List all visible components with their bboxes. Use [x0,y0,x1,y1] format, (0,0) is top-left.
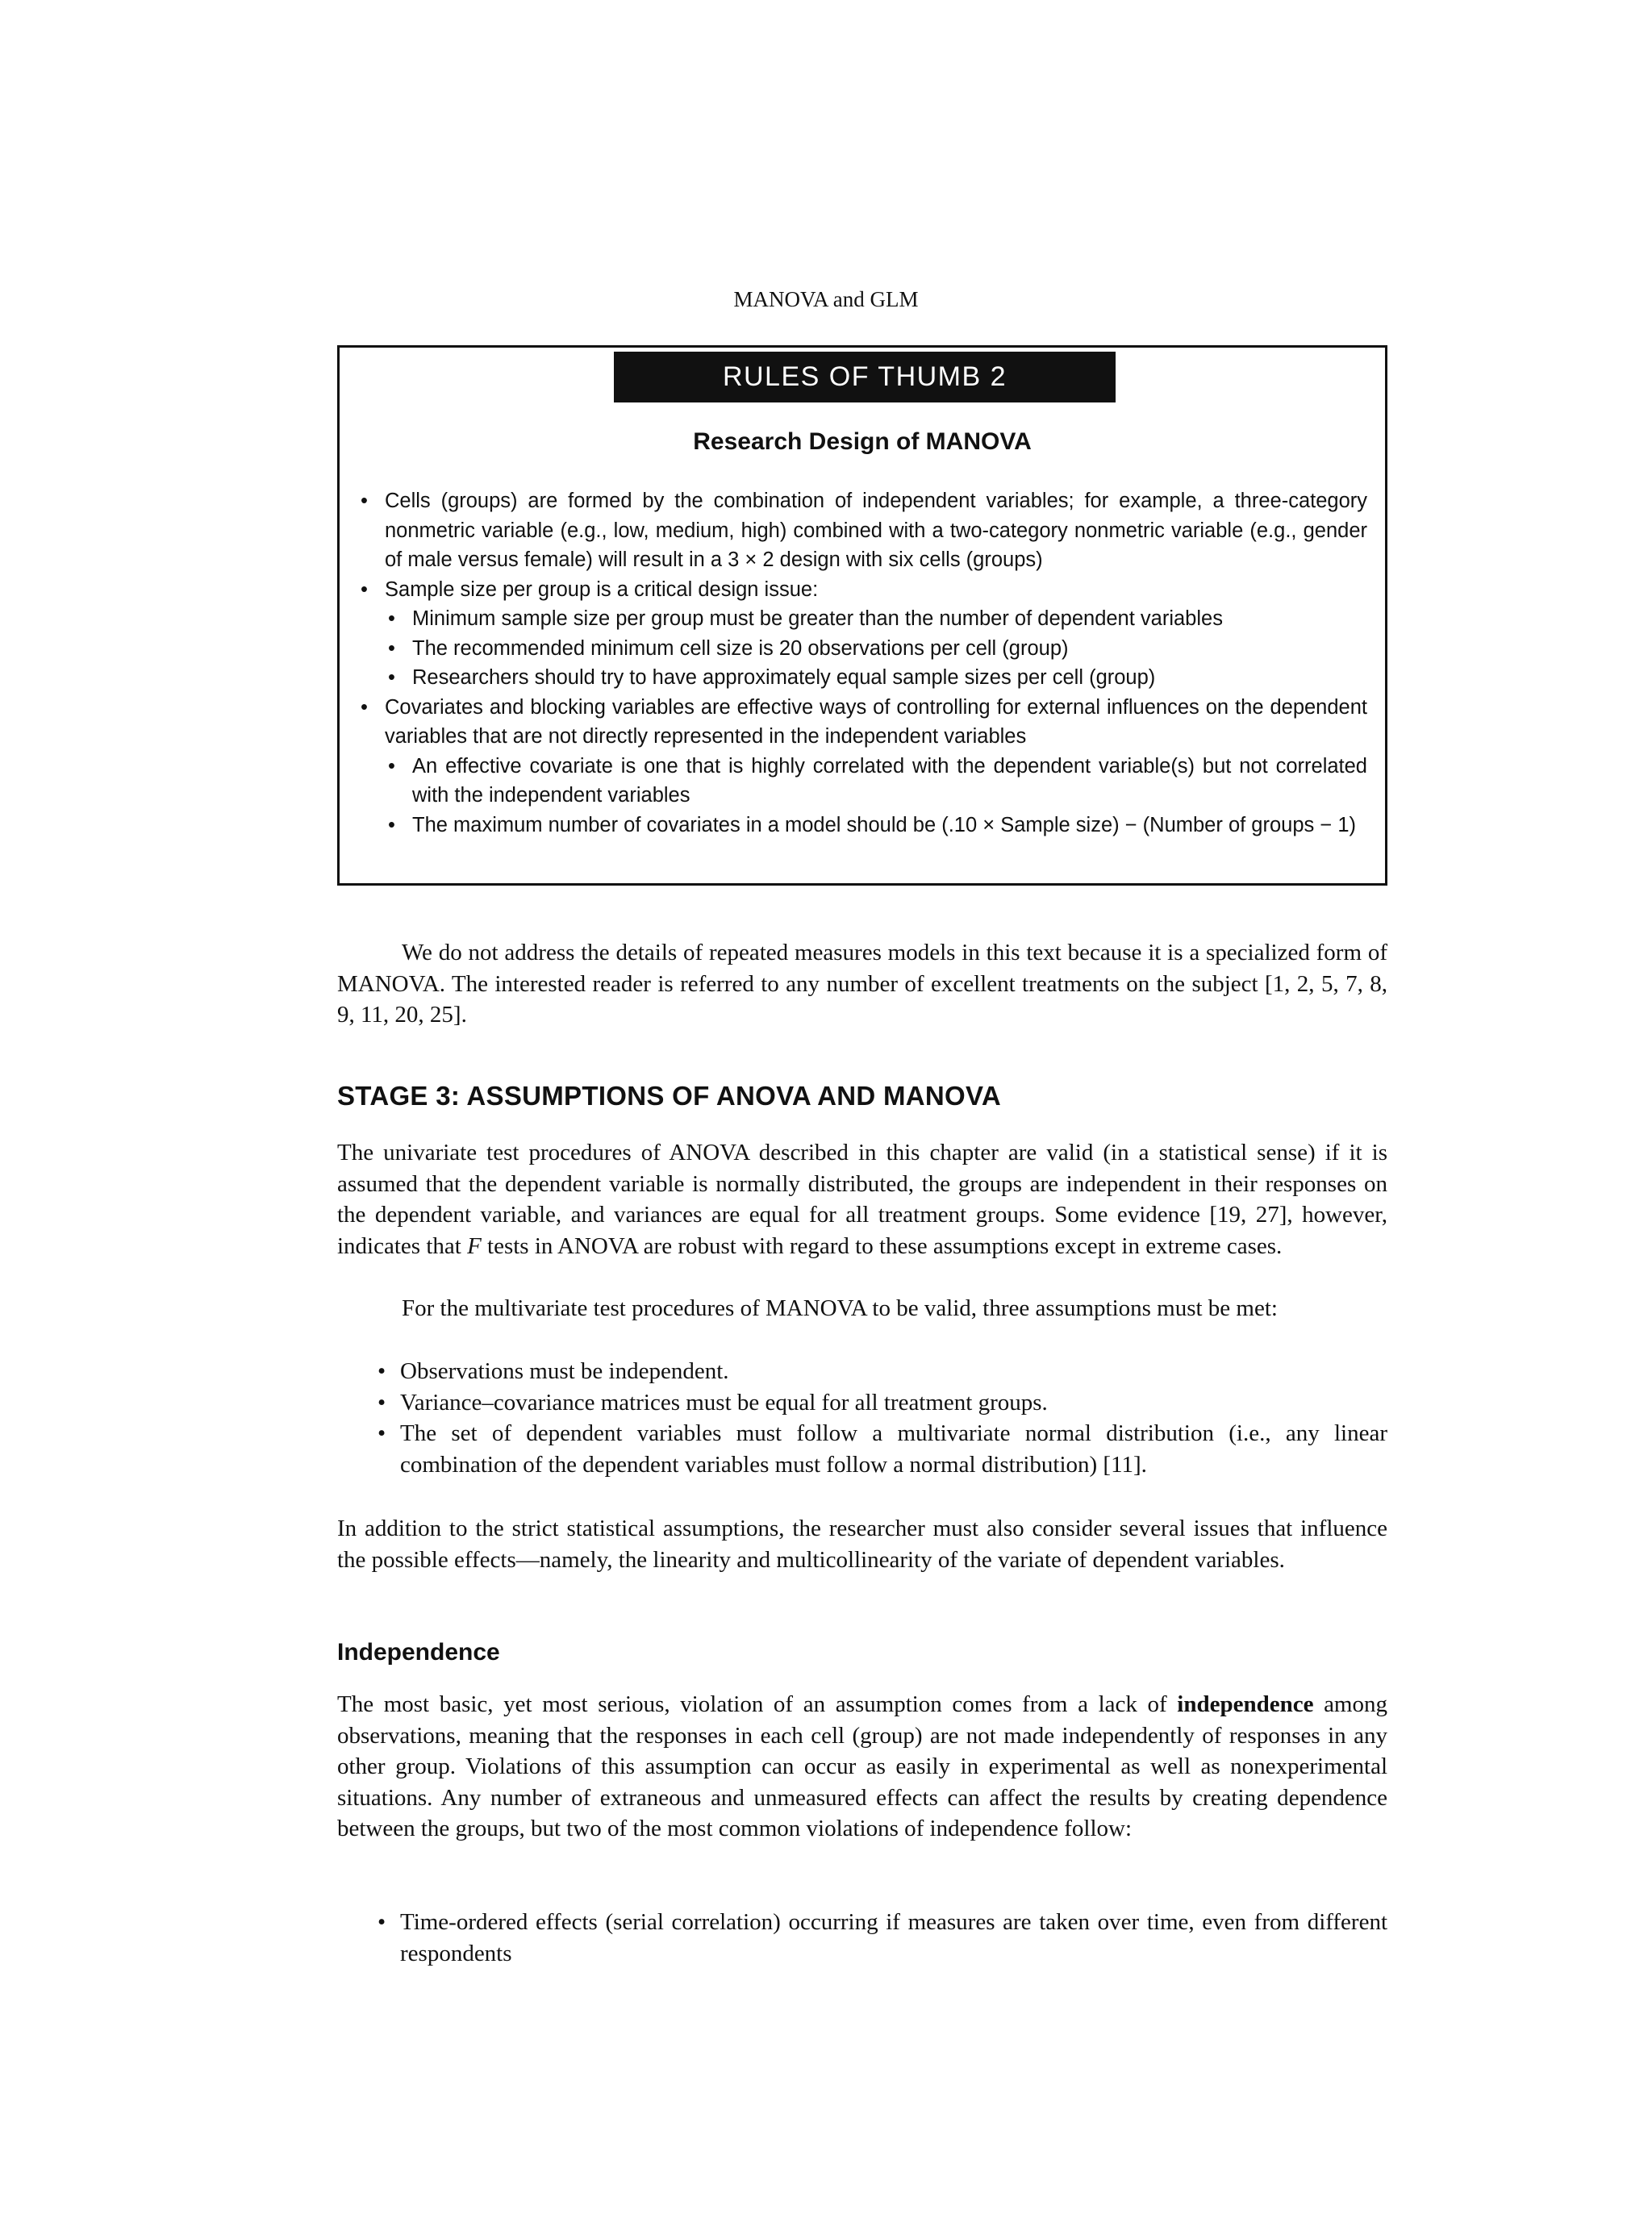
paragraph-addition: In addition to the strict statistical assumptions, the researcher must also consider several issues that influence the possible effects—namely, the linearity and multicollinearity of the variate of dependent variables. [337,1516,1387,1573]
paragraph-repeated-measures: We do not address the details of repeated measures models in this text because it is a specialized form of MANOVA. The interested reader is referred to any number of excellent treatments on the subject [1, 2, 5, 7, 8, 9, 11, 20, 25]. [337,940,1387,1028]
bullet-icon: • [361,578,368,601]
rules-item [357,575,1367,605]
rules-item [357,693,1367,752]
bullet-icon: • [388,607,395,630]
bullet-icon: • [378,1909,386,1935]
rules-item-text: The recommended minimum cell size is 20 observations per cell (group) [412,636,1069,660]
list-item-text: Time-ordered effects (serial correlation) occurring if measures are taken over time, even from different respondents [400,1909,1387,1966]
list-item-text: Variance–covariance matrices must be equal for all treatment groups. [400,1389,1048,1416]
rules-subitem [357,752,1367,811]
bullet-icon: • [378,1358,386,1384]
rules-of-thumb-box [337,345,1387,886]
subsection-heading-independence: Independence [337,1639,500,1666]
rules-item-text: The maximum number of covariates in a model should be (.10 × Sample size) − (Number of groups − 1) [412,813,1356,836]
rules-item-text: Cells (groups) are formed by the combination of independent variables; for example, a three-category nonmetric variable (e.g., low, medium, high) combined with a two-category nonmetric variable (e.g., gender of male versus female) will result in a 3 × 2 design with six cells (groups) [385,490,1367,571]
paragraph-text: The univariate test procedures of ANOVA described in this chapter are valid (in a statistical sense) if it is assumed that the dependent variable is normally distributed, the groups are independent in their responses on the dependent variable, and variances are equal for all treatment groups. Some evidence [19, 27], however, indicates that [337,1140,1387,1259]
paragraph-text: among observations, meaning that the responses in each cell (group) are not made independently of responses in any other group. Violations of this assumption can occur as easily in experimental as well as nonexperimental situations. Any number of extraneous and unmeasured effects can affect the results by creating dependence between the groups, but two of the most common violations of independence follow: [337,1691,1387,1841]
rules-item-text: An effective covariate is one that is highly correlated with the dependent variable(s) but not correlated with the independent variables [412,754,1367,807]
rules-subitem [357,604,1367,634]
list-item [378,1387,1387,1419]
list-item [378,1418,1387,1480]
bullet-icon: • [388,666,395,689]
rules-list [357,486,1367,840]
paragraph-multivariate: For the multivariate test procedures of MANOVA to be valid, three assumptions must be met: [402,1295,1278,1321]
violations-list [378,1907,1387,1969]
section-heading-stage3: STAGE 3: ASSUMPTIONS OF ANOVA AND MANOVA [337,1081,1001,1111]
list-item-text: The set of dependent variables must follow a multivariate normal distribution (i.e., any linear combination of the dependent variables must follow a normal distribution) [11]. [400,1420,1387,1478]
rules-subitem [357,663,1367,693]
paragraph-independence [337,1689,1387,1845]
assumptions-list [378,1356,1387,1480]
bullet-icon: • [388,636,395,660]
paragraph-text: The most basic, yet most serious, violation of an assumption comes from a lack of [337,1691,1178,1717]
bullet-icon: • [378,1420,386,1446]
running-head: MANOVA and GLM [733,287,919,311]
rules-item-text: Minimum sample size per group must be greater than the number of dependent variables [412,607,1223,630]
independence-term: independence [1177,1691,1314,1717]
bullet-icon: • [378,1389,386,1416]
rules-title: Research Design of MANOVA [693,428,1032,455]
paragraph-text: tests in ANOVA are robust with regard to these assumptions except in extreme cases. [481,1232,1283,1259]
bullet-icon: • [361,695,368,719]
list-item [378,1356,1387,1387]
bullet-icon: • [361,490,368,512]
rules-subitem [357,634,1367,664]
rules-item-text: Sample size per group is a critical design issue: [385,578,819,601]
bullet-icon: • [388,754,395,778]
rules-item [357,486,1367,575]
list-item-text: Observations must be independent. [400,1358,729,1384]
rules-item-text: Researchers should try to have approximately equal sample sizes per cell (group) [412,666,1156,689]
rules-item-text: Covariates and blocking variables are effective ways of controlling for external influences on the dependent variables that are not directly represented in the independent variables [385,695,1367,748]
rules-subitem [357,811,1367,840]
paragraph-univariate [337,1137,1387,1261]
list-item [378,1907,1387,1969]
bullet-icon: • [388,813,395,836]
rules-banner: RULES OF THUMB 2 [614,352,1116,402]
f-test-symbol: F [467,1232,482,1259]
